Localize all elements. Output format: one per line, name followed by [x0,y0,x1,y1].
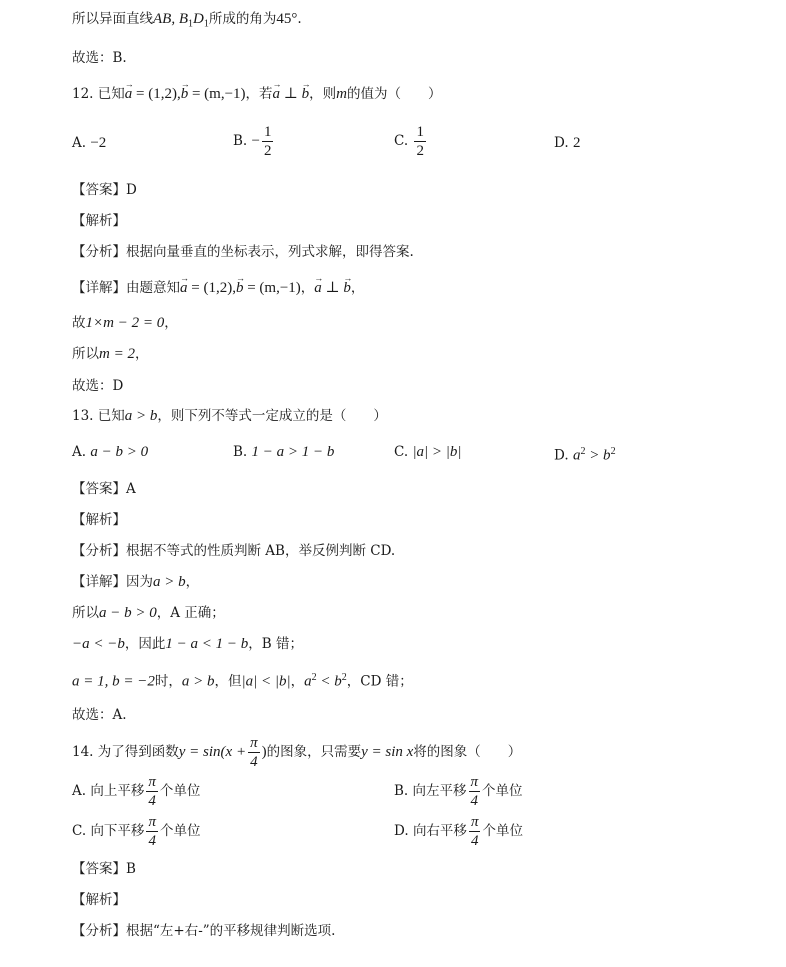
q13-math: 1 − a < 1 − b [165,636,249,652]
q12-text: ， [350,280,365,296]
q13-text: 13. 已知 [72,408,125,424]
option-text: 向左平移 [412,783,467,799]
option-label: B. [233,133,248,149]
fraction-denominator: 4 [250,754,258,770]
q13-text: ，B 错； [248,636,303,652]
exponent: 2 [580,446,586,457]
fraction-denominator: 4 [470,793,479,809]
vector-b: b → [343,278,351,298]
intro-math-ab: AB, B [153,11,188,27]
q12-text: ，若 [245,86,273,102]
q13-math: a > b [153,574,186,590]
fraction-denominator: 4 [148,793,156,809]
perp-symbol: ⊥ [321,280,344,296]
q12-text: ， [134,346,149,362]
q13-text: ， [185,574,200,590]
q13-text: ，则下列不等式一定成立的是（ ） [157,408,387,424]
option-fraction [146,773,158,810]
vector-b: b → [181,84,189,104]
option-label: A. [72,783,87,799]
q13-text: ，但 [214,673,242,690]
q14-math: y = sin(x + [178,744,247,760]
option-fraction [469,813,481,850]
q13-option-a [72,442,148,462]
vector-a: a → [125,84,133,104]
option-label: B. [233,444,248,460]
q14-math: ) [261,744,267,760]
option-fraction [146,813,158,850]
q14-answer: 【答案】B [72,861,136,877]
vector-a: a → [180,278,188,298]
intro-sub: 1 [188,18,193,30]
q13-analysis: 【解析】 [72,512,126,528]
q12-step2 [72,344,148,364]
option-label: D. [554,447,569,464]
option-text: 个单位 [159,783,201,799]
intro-text: 所以异面直线 [72,11,153,27]
option-text: 个单位 [159,823,201,839]
option-text: 个单位 [482,783,523,799]
option-label: C. [72,823,87,839]
q14-fenxi: 【分析】根据“左+右-”的平移规律判断选项. [72,923,336,939]
vector-b: b → [236,278,244,298]
exponent: 2 [311,672,317,683]
q12-text: 的值为（ ） [347,86,442,102]
fraction-numerator: π [470,814,479,830]
option-text: 向右平移 [412,823,467,839]
q12-option-b [233,123,275,160]
intro-text: . [297,11,302,27]
option-value: 2 [572,135,581,151]
intro-choose: 故选：B. [72,50,127,66]
fraction-numerator: 1 [416,124,424,140]
q12-text: 故 [72,315,86,331]
q13-math: |a| < |b| [241,673,291,690]
q13-math: −a < −b [72,636,125,652]
q12-eq: = (1,2), [132,86,181,102]
option-label: C. [394,444,409,460]
option-value: > b [585,447,611,464]
q13-xiangjie [72,572,199,592]
q12-text: 【详解】由题意知 [72,280,180,296]
q12-text: 所以 [72,346,99,362]
vector-a: a → [273,84,281,104]
q13-math: a − b > 0 [99,605,157,621]
option-value: |a| > |b| [412,444,462,460]
option-text: 个单位 [482,823,523,839]
option-value: a [572,447,581,464]
option-label: A. [72,135,87,151]
fraction-denominator: 4 [148,833,156,849]
q14-analysis: 【解析】 [72,892,126,908]
q13-step1 [72,603,225,623]
q12-stem [72,84,442,104]
q13-math: < b [316,673,342,690]
q14-option-b [394,773,523,810]
q13-step2 [72,634,303,654]
q14-text: 的图象，只需要 [266,744,362,760]
option-sign: − [251,133,260,149]
q14-option-c [72,813,200,850]
q12-option-c [394,123,428,160]
q13-text: ，因此 [124,636,166,652]
q12-equation: m = 2 [99,346,135,362]
q14-text: 将的图象（ ） [413,744,522,760]
intro-angle-line [72,9,302,35]
q12-answer: 【答案】D [72,182,137,198]
fraction-numerator: 1 [263,124,272,140]
q12-fenxi: 【分析】根据向量垂直的坐标表示，列式求解，即得答案. [72,244,414,260]
q14-option-d [394,813,523,850]
intro-sub: 1 [203,18,209,30]
q14-math: y = sin x [361,744,414,760]
q12-choose: 故选：D [72,378,124,394]
q13-text: 时， [154,673,182,690]
q12-var: m [336,86,347,102]
option-fraction [262,123,274,160]
q13-math: a [304,673,312,690]
q13-math: a = 1, b = −2 [72,673,155,690]
q12-eq: = (m,−1) [188,86,246,102]
q12-text: ，则 [309,86,337,102]
option-text: 向上平移 [90,783,145,799]
q12-text: ， [300,280,315,296]
q13-choose: 故选：A. [72,707,127,723]
q12-xiangjie [72,278,364,298]
q13-answer: 【答案】A [72,481,136,497]
q13-text: ，A 正确； [156,605,225,621]
option-fraction [469,773,481,810]
q12-eq: = (m,−1) [243,280,301,296]
q13-math: a > b [124,408,158,424]
vector-a: a → [314,278,322,298]
q12-equation: 1×m − 2 = 0 [85,315,165,331]
exponent: 2 [341,672,347,683]
fraction-numerator: π [148,814,156,830]
q14-option-a [72,773,200,810]
q14-stem [72,734,521,771]
q13-fenxi: 【分析】根据不等式的性质判断 AB，举反例判断 CD. [72,543,396,559]
intro-math-d: D [193,11,204,27]
option-label: D. [394,823,409,839]
q14-fraction [248,734,260,771]
q13-math: a > b [181,673,215,690]
fraction-denominator: 2 [416,143,424,159]
exponent: 2 [610,446,616,457]
q13-text: 所以 [72,605,99,621]
q13-text: 【详解】因为 [72,574,153,590]
option-fraction [414,123,426,160]
q12-option-a [72,133,106,153]
intro-angle: 45° [276,11,298,27]
q12-number: 12. 已知 [72,86,125,102]
q13-option-d [554,442,616,466]
fraction-numerator: π [148,774,156,790]
q12-step1 [72,313,178,333]
option-label: A. [72,444,87,460]
q13-option-c [394,442,462,462]
q13-text: ， [290,673,305,690]
q13-stem [72,406,387,426]
option-label: C. [394,133,409,149]
option-value: −2 [90,135,107,151]
q12-text: ， [164,315,178,331]
fraction-denominator: 2 [263,143,272,159]
perp-symbol: ⊥ [280,86,302,102]
option-text: 向下平移 [90,823,145,839]
intro-text: 所成的角为 [208,11,277,27]
option-value: 1 − a > 1 − b [251,444,335,460]
q14-text: 14. 为了得到函数 [72,744,179,760]
option-label: D. [554,135,569,151]
q12-analysis: 【解析】 [72,213,126,229]
option-label: B. [394,783,409,799]
vector-b: b → [302,84,310,104]
fraction-denominator: 4 [470,833,479,849]
q12-eq: = (1,2), [187,280,236,296]
q13-option-b [233,442,334,462]
q12-option-d [554,133,580,153]
fraction-numerator: π [250,735,258,751]
fraction-numerator: π [470,774,479,790]
option-value: a − b > 0 [90,444,149,460]
q13-step3 [72,668,413,692]
q13-text: ，CD 错； [346,673,413,690]
